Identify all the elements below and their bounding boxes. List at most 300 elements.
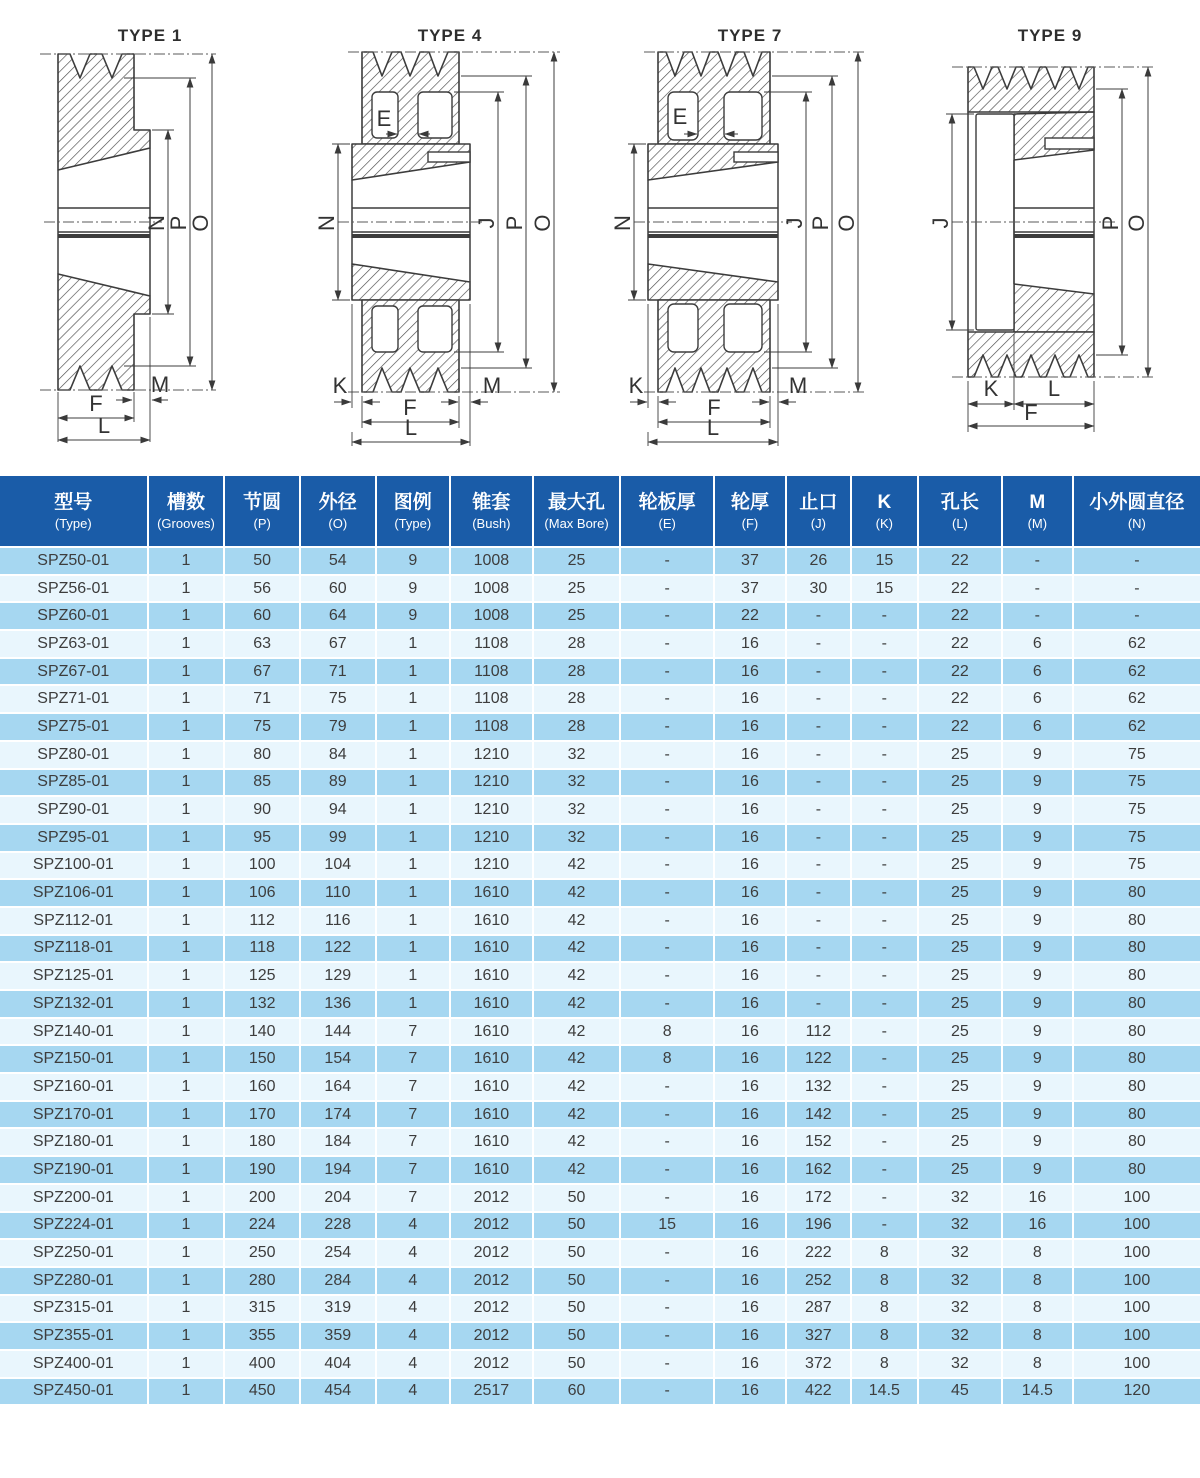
value-cell: 16 [1002,1212,1073,1240]
value-cell: 164 [300,1073,376,1101]
value-cell: 1008 [450,547,533,575]
value-cell: - [851,907,918,935]
value-cell: 50 [533,1212,621,1240]
table-row [0,962,1200,990]
value-cell: 112 [786,1018,851,1046]
value-cell: 32 [533,741,621,769]
value-cell: - [1073,575,1200,603]
value-cell: - [1073,602,1200,630]
value-cell: 45 [918,1378,1002,1406]
value-cell: - [620,1295,714,1323]
value-cell: 14.5 [851,1378,918,1406]
value-cell: 8 [1002,1295,1073,1323]
model-cell: SPZ63-01 [0,630,148,658]
value-cell: 280 [224,1267,300,1295]
value-cell: 1 [376,658,450,686]
value-cell: 4 [376,1212,450,1240]
value-cell: 9 [376,547,450,575]
value-cell: - [786,741,851,769]
value-cell: 80 [1073,1128,1200,1156]
column-header: 节圆 (P) [224,475,300,547]
value-cell: 8 [1002,1350,1073,1378]
table-row [0,1018,1200,1046]
value-cell: 80 [1073,962,1200,990]
value-cell: 79 [300,713,376,741]
pulley-drawing-type-4 [300,12,600,452]
value-cell: 32 [918,1322,1002,1350]
dim-label-l: L [404,415,418,440]
value-cell: 7 [376,1184,450,1212]
value-cell: 16 [714,879,786,907]
value-cell: 16 [714,1128,786,1156]
dim-label-f: F [1024,400,1038,425]
value-cell: 6 [1002,630,1073,658]
value-cell: 16 [714,1073,786,1101]
value-cell: 1 [148,1073,225,1101]
table-row [0,1322,1200,1350]
value-cell: 129 [300,962,376,990]
model-cell: SPZ56-01 [0,575,148,603]
value-cell: 25 [918,935,1002,963]
value-cell: 422 [786,1378,851,1406]
value-cell: 6 [1002,713,1073,741]
value-cell: - [851,796,918,824]
value-cell: - [620,602,714,630]
column-header: 外径 (O) [300,475,376,547]
value-cell: 1610 [450,935,533,963]
model-cell: SPZ160-01 [0,1073,148,1101]
value-cell: 1108 [450,685,533,713]
value-cell: 125 [224,962,300,990]
value-cell: 1610 [450,1045,533,1073]
value-cell: - [786,907,851,935]
value-cell: 22 [918,630,1002,658]
value-cell: 8 [1002,1267,1073,1295]
value-cell: - [786,879,851,907]
figure-type-1 [0,0,300,474]
value-cell: 1008 [450,602,533,630]
model-cell: SPZ112-01 [0,907,148,935]
value-cell: 37 [714,575,786,603]
value-cell: 4 [376,1295,450,1323]
value-cell: 1 [148,1018,225,1046]
value-cell: 75 [300,685,376,713]
table-row [0,1101,1200,1129]
table-row [0,1267,1200,1295]
value-cell: 71 [224,685,300,713]
value-cell: 7 [376,1073,450,1101]
value-cell: 16 [714,1184,786,1212]
value-cell: 2012 [450,1295,533,1323]
value-cell: 174 [300,1101,376,1129]
value-cell: 16 [714,1378,786,1406]
value-cell: 16 [714,713,786,741]
value-cell: - [786,962,851,990]
value-cell: 63 [224,630,300,658]
value-cell: 80 [1073,1156,1200,1184]
value-cell: 100 [224,852,300,880]
value-cell: 4 [376,1350,450,1378]
value-cell: 50 [533,1295,621,1323]
value-cell: 136 [300,990,376,1018]
value-cell: 25 [918,824,1002,852]
model-cell: SPZ224-01 [0,1212,148,1240]
table-row [0,769,1200,797]
dim-label-p: P [808,215,833,231]
value-cell: 25 [918,962,1002,990]
value-cell: - [851,685,918,713]
value-cell: 16 [714,796,786,824]
value-cell: 104 [300,852,376,880]
value-cell: 180 [224,1128,300,1156]
dim-label-p: P [502,215,527,231]
value-cell: 32 [918,1239,1002,1267]
value-cell: 15 [851,575,918,603]
dim-label-k: K [983,376,999,401]
value-cell: 62 [1073,713,1200,741]
value-cell: 1 [148,1322,225,1350]
dim-label-l: L [1047,376,1061,401]
value-cell: 16 [714,907,786,935]
value-cell: 32 [918,1350,1002,1378]
value-cell: 1210 [450,741,533,769]
model-cell: SPZ118-01 [0,935,148,963]
value-cell: 2012 [450,1267,533,1295]
table-row [0,1128,1200,1156]
dim-label-p: P [1098,215,1123,231]
value-cell: 94 [300,796,376,824]
value-cell: 160 [224,1073,300,1101]
model-cell: SPZ67-01 [0,658,148,686]
value-cell: 25 [533,602,621,630]
dim-label-k: K [332,373,348,398]
value-cell: 60 [533,1378,621,1406]
value-cell: 75 [1073,741,1200,769]
value-cell: 30 [786,575,851,603]
value-cell: 7 [376,1018,450,1046]
value-cell: - [620,630,714,658]
value-cell: 9 [1002,907,1073,935]
column-header: 锥套 (Bush) [450,475,533,547]
value-cell: 1 [148,879,225,907]
value-cell: 8 [1002,1322,1073,1350]
table-row [0,547,1200,575]
value-cell: 9 [1002,741,1073,769]
value-cell: - [851,741,918,769]
value-cell: 1610 [450,1101,533,1129]
value-cell: 9 [1002,1018,1073,1046]
model-cell: SPZ85-01 [0,769,148,797]
value-cell: 1 [148,1212,225,1240]
value-cell: - [620,1156,714,1184]
value-cell: 100 [1073,1267,1200,1295]
value-cell: 1 [148,713,225,741]
value-cell: 1 [148,1184,225,1212]
value-cell: 50 [533,1184,621,1212]
value-cell: 1108 [450,713,533,741]
dim-label-l: L [97,413,111,438]
value-cell: 400 [224,1350,300,1378]
value-cell: 50 [533,1267,621,1295]
table-row [0,1156,1200,1184]
pulley-drawing-type-1 [0,12,300,452]
value-cell: - [786,935,851,963]
value-cell: - [851,1212,918,1240]
value-cell: 1610 [450,962,533,990]
value-cell: 16 [714,1101,786,1129]
value-cell: 80 [1073,1101,1200,1129]
value-cell: - [1002,602,1073,630]
value-cell: 64 [300,602,376,630]
value-cell: 80 [224,741,300,769]
figure-type-9 [900,0,1200,474]
value-cell: 75 [224,713,300,741]
value-cell: 22 [918,658,1002,686]
value-cell: 254 [300,1239,376,1267]
value-cell: 8 [851,1239,918,1267]
value-cell: 80 [1073,1073,1200,1101]
value-cell: 42 [533,852,621,880]
value-cell: 1 [148,658,225,686]
value-cell: 1 [376,962,450,990]
value-cell: - [851,1156,918,1184]
value-cell: 1 [148,1128,225,1156]
value-cell: 42 [533,1045,621,1073]
value-cell: - [620,658,714,686]
dim-label-e: E [376,106,392,131]
dim-label-o: O [1124,214,1149,232]
value-cell: 152 [786,1128,851,1156]
value-cell: 50 [224,547,300,575]
model-cell: SPZ80-01 [0,741,148,769]
value-cell: 200 [224,1184,300,1212]
value-cell: 1 [148,769,225,797]
value-cell: - [620,1267,714,1295]
value-cell: 1 [148,1156,225,1184]
value-cell: 1 [376,685,450,713]
table-row [0,630,1200,658]
value-cell: 62 [1073,630,1200,658]
value-cell: 224 [224,1212,300,1240]
value-cell: 32 [918,1184,1002,1212]
value-cell: 1 [148,1295,225,1323]
value-cell: 100 [1073,1212,1200,1240]
model-cell: SPZ170-01 [0,1101,148,1129]
model-cell: SPZ355-01 [0,1322,148,1350]
value-cell: 32 [918,1212,1002,1240]
value-cell: 14.5 [1002,1378,1073,1406]
model-cell: SPZ100-01 [0,852,148,880]
value-cell: 1210 [450,796,533,824]
value-cell: 100 [1073,1239,1200,1267]
value-cell: 100 [1073,1322,1200,1350]
value-cell: 42 [533,1156,621,1184]
value-cell: 71 [300,658,376,686]
column-header: 孔长 (L) [918,475,1002,547]
table-row [0,796,1200,824]
value-cell: 32 [533,824,621,852]
value-cell: 80 [1073,907,1200,935]
value-cell: 1 [376,990,450,1018]
value-cell: - [786,602,851,630]
column-header: 轮厚 (F) [714,475,786,547]
table-row [0,658,1200,686]
value-cell: 26 [786,547,851,575]
value-cell: 62 [1073,685,1200,713]
value-cell: 250 [224,1239,300,1267]
value-cell: 42 [533,1018,621,1046]
value-cell: 16 [714,1267,786,1295]
value-cell: - [620,1073,714,1101]
value-cell: - [620,1101,714,1129]
value-cell: 7 [376,1156,450,1184]
value-cell: 116 [300,907,376,935]
table-row [0,852,1200,880]
dim-label-m: M [150,372,170,397]
value-cell: 132 [224,990,300,1018]
value-cell: 154 [300,1045,376,1073]
value-cell: 1 [148,824,225,852]
value-cell: - [851,852,918,880]
model-cell: SPZ50-01 [0,547,148,575]
value-cell: 16 [714,852,786,880]
value-cell: 1 [376,879,450,907]
value-cell: 25 [918,1128,1002,1156]
value-cell: 25 [918,990,1002,1018]
value-cell: 67 [224,658,300,686]
value-cell: 1 [148,1101,225,1129]
value-cell: 89 [300,769,376,797]
value-cell: 1 [148,962,225,990]
value-cell: 2012 [450,1350,533,1378]
value-cell: - [786,796,851,824]
value-cell: 194 [300,1156,376,1184]
figure-title: TYPE 4 [417,26,483,45]
dim-label-n: N [314,215,339,231]
value-cell: 9 [1002,1101,1073,1129]
value-cell: 42 [533,1101,621,1129]
figure-type-7 [600,0,900,474]
value-cell: 9 [1002,879,1073,907]
value-cell: - [620,824,714,852]
dim-label-j: J [928,217,953,229]
value-cell: - [851,935,918,963]
value-cell: 15 [851,547,918,575]
value-cell: 16 [714,824,786,852]
value-cell: 80 [1073,1045,1200,1073]
model-cell: SPZ190-01 [0,1156,148,1184]
value-cell: 22 [918,685,1002,713]
value-cell: 2517 [450,1378,533,1406]
value-cell: - [1073,547,1200,575]
dim-label-n: N [610,215,635,231]
value-cell: 204 [300,1184,376,1212]
value-cell: - [851,1045,918,1073]
value-cell: 28 [533,685,621,713]
value-cell: - [851,658,918,686]
value-cell: - [620,796,714,824]
value-cell: 315 [224,1295,300,1323]
value-cell: 222 [786,1239,851,1267]
value-cell: 1 [148,575,225,603]
value-cell: 84 [300,741,376,769]
value-cell: 1210 [450,852,533,880]
model-cell: SPZ106-01 [0,879,148,907]
value-cell: 42 [533,879,621,907]
value-cell: 8 [1002,1239,1073,1267]
value-cell: 228 [300,1212,376,1240]
value-cell: 9 [376,602,450,630]
value-cell: 7 [376,1045,450,1073]
value-cell: 32 [533,796,621,824]
value-cell: 4 [376,1378,450,1406]
table-row [0,1212,1200,1240]
value-cell: 9 [376,575,450,603]
value-cell: 6 [1002,658,1073,686]
model-cell: SPZ132-01 [0,990,148,1018]
value-cell: - [786,769,851,797]
table-row [0,824,1200,852]
value-cell: 9 [1002,824,1073,852]
value-cell: - [620,1128,714,1156]
value-cell: 9 [1002,796,1073,824]
pulley-drawing-type-7 [600,12,900,452]
value-cell: 16 [714,658,786,686]
dim-label-o: O [188,214,213,232]
value-cell: 25 [918,1045,1002,1073]
value-cell: 22 [918,575,1002,603]
value-cell: - [620,907,714,935]
table-row [0,879,1200,907]
value-cell: 132 [786,1073,851,1101]
value-cell: 16 [714,1045,786,1073]
value-cell: 144 [300,1018,376,1046]
value-cell: 1 [376,713,450,741]
dim-label-j: J [782,217,807,229]
value-cell: 9 [1002,935,1073,963]
value-cell: - [620,1378,714,1406]
value-cell: 25 [918,852,1002,880]
value-cell: 22 [714,602,786,630]
value-cell: 122 [786,1045,851,1073]
column-header: M (M) [1002,475,1073,547]
value-cell: - [851,1184,918,1212]
value-cell: - [620,962,714,990]
value-cell: 50 [533,1239,621,1267]
value-cell: 90 [224,796,300,824]
dim-label-f: F [89,391,103,416]
value-cell: 75 [1073,769,1200,797]
column-header: 型号 (Type) [0,475,148,547]
model-cell: SPZ90-01 [0,796,148,824]
value-cell: 1610 [450,1156,533,1184]
value-cell: 2012 [450,1239,533,1267]
value-cell: 1 [376,741,450,769]
value-cell: 110 [300,879,376,907]
model-cell: SPZ140-01 [0,1018,148,1046]
value-cell: - [620,1322,714,1350]
value-cell: - [786,713,851,741]
value-cell: 4 [376,1267,450,1295]
value-cell: - [620,547,714,575]
value-cell: 4 [376,1322,450,1350]
value-cell: 9 [1002,1073,1073,1101]
value-cell: 37 [714,547,786,575]
value-cell: 50 [533,1350,621,1378]
value-cell: 319 [300,1295,376,1323]
value-cell: - [1002,575,1073,603]
value-cell: 16 [714,1295,786,1323]
